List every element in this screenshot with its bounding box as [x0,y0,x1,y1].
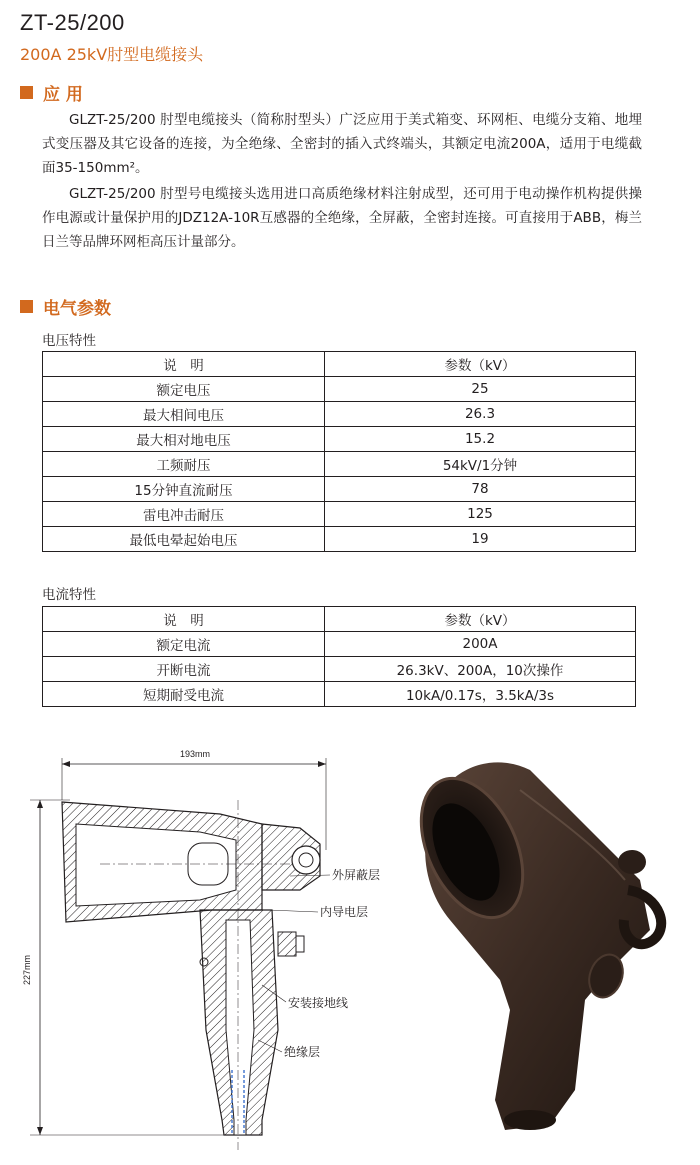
section-heading-label: 电气参数 [43,299,111,319]
section-heading-application [20,80,83,105]
table-row [43,377,636,402]
callout-insulation: 绝缘层 [284,1045,321,1059]
table-row [43,657,636,682]
application-paragraph-2: GLZT-25/200 肘型号电缆接头选用进口高质绝缘材料注射成型，还可用于电动操作机构提供操作电源或计量保护用的JDZ12A-10R互感器的全绝缘，全屏蔽，全密封连接。可直接用于ABB，梅兰日兰等品牌环网柜高压计量部分。 [42,186,642,250]
table-cell: 125 [325,502,636,527]
table-row [43,452,636,477]
table-row [43,527,636,552]
product-subtitle: 200A 25kV肘型电缆接头 [20,45,204,64]
table-cell: 54kV/1分钟 [325,452,636,477]
table-cell: 雷电冲击耐压 [43,502,325,527]
table-header-row [43,607,636,632]
table-cell: 额定电压 [43,377,325,402]
table-row [43,427,636,452]
voltage-table-label: 电压特性 [42,333,96,349]
table-row [43,682,636,707]
table-cell: 最大相对地电压 [43,427,325,452]
table-cell: 最大相间电压 [43,402,325,427]
voltage-table [42,351,636,552]
table-cell: 工频耐压 [43,452,325,477]
callout-inner-conductor: 内导电层 [320,905,369,919]
table-cell: 额定电流 [43,632,325,657]
column-header: 说 明 [43,607,325,632]
callout-ground-wire: 安装接地线 [288,996,349,1010]
column-header: 参数（kV） [325,607,636,632]
section-marker-icon [20,86,33,99]
table-cell: 78 [325,477,636,502]
table-cell: 10kA/0.17s，3.5kA/3s [325,682,636,707]
table-cell: 25 [325,377,636,402]
width-dim-label: 193mm [180,749,211,759]
table-row [43,502,636,527]
section-heading-electrical [20,294,111,319]
table-row [43,477,636,502]
table-header-row [43,352,636,377]
table-cell: 开断电流 [43,657,325,682]
column-header: 说 明 [43,352,325,377]
table-cell: 19 [325,527,636,552]
column-header: 参数（kV） [325,352,636,377]
table-cell: 最低电晕起始电压 [43,527,325,552]
table-cell: 短期耐受电流 [43,682,325,707]
table-cell: 200A [325,632,636,657]
section-heading-label: 应 用 [43,85,83,105]
table-cell: 26.3 [325,402,636,427]
table-cell: 15.2 [325,427,636,452]
callout-outer-shield: 外屏蔽层 [332,868,381,882]
current-table-label: 电流特性 [42,587,96,603]
cross-section-drawing [0,740,400,1160]
current-table [42,606,636,707]
section-marker-icon [20,300,33,313]
ground-stud [278,932,304,956]
table-row [43,632,636,657]
table-cell: 26.3kV、200A，10次操作 [325,657,636,682]
height-dim-label: 227mm [22,954,32,985]
product-photo [410,730,690,1150]
table-cell: 15分钟直流耐压 [43,477,325,502]
operating-eye [262,824,320,890]
product-model-title: ZT-25/200 [20,10,125,35]
application-paragraph-1: GLZT-25/200 肘型电缆接头（简称肘型头）广泛应用于美式箱变、环网柜、电缆分支箱、地埋式变压器及其它设备的连接，为全绝缘、全密封的插入式终端头，其额定电流200A，适用于电缆截面35-150mm²。 [42,112,642,176]
table-row [43,402,636,427]
